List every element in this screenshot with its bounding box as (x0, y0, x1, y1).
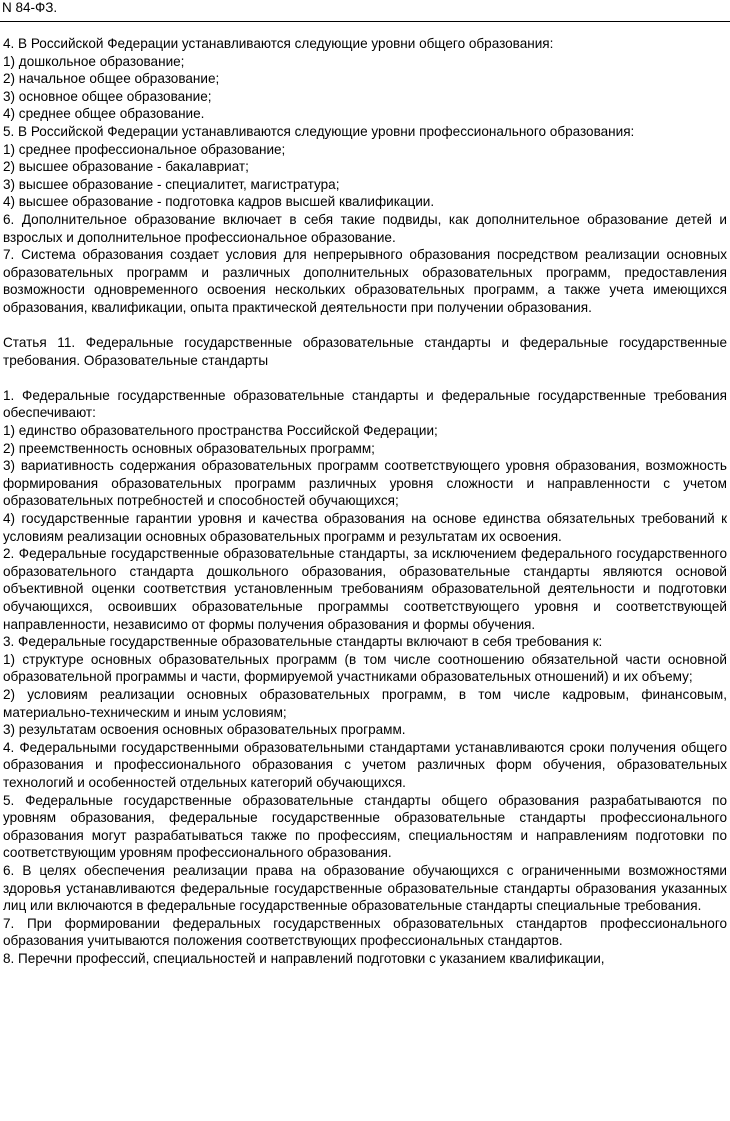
list-item: 2) начальное общее образование; (3, 71, 220, 87)
list-item: 4) высшее образование - подготовка кадров высшей квалификации. (3, 194, 435, 210)
paragraph: 4. В Российской Федерации устанавливаются следующие уровни общего образования: (3, 36, 554, 51)
list-item: 2) условиям реализации основных образовательных программ, в том числе кадровым, финансовым, материально-техническим и иным условиям; (3, 686, 727, 720)
list-item: 1) структуре основных образовательных программ (в том числе соотношению обязательной части основной образовательной программы и части, формируемой участниками образовательных отношений) и их объему; (3, 651, 727, 685)
paragraph: 4. Федеральными государственными образовательными стандартами устанавливаются сроки получения общего образования и профессионального образования с учетом различных форм обучения, образовательных технологий и особенностей отдельных категорий обучающихся. (3, 739, 727, 790)
spacer (3, 369, 727, 387)
paragraph: 1. Федеральные государственные образовательные стандарты и федеральные государственные требования обеспечивают: (3, 387, 727, 421)
list-item: 3) основное общее образование; (3, 88, 212, 104)
list-item: 3) результатам освоения основных образовательных программ. (3, 722, 406, 738)
list-item: 4) государственные гарантии уровня и качества образования на основе единства обязательных требований к условиям реализации основных образовательных программ и результатам их освоения. (3, 511, 727, 544)
list-item: 1) среднее профессиональное образование; (3, 141, 286, 157)
list-item: 4) среднее общее образование. (3, 106, 205, 122)
paragraph: 5. В Российской Федерации устанавливаются следующие уровни профессионального образования: (3, 123, 635, 139)
list-item: 2) преемственность основных образовательных программ; (3, 440, 375, 456)
paragraph: 7. При формировании федеральных государственных образовательных стандартов профессионального образования учитываются положения соответствующих профессиональных стандартов. (3, 915, 727, 949)
list-item: 1) дошкольное образование; (3, 53, 185, 69)
paragraph: 3. Федеральные государственные образовательные стандарты включают в себя требования к: (3, 634, 603, 650)
header-divider (0, 21, 730, 22)
list-item: 3) высшее образование - специалитет, магистратура; (3, 176, 340, 192)
paragraph: 8. Перечни профессий, специальностей и направлений подготовки с указанием квалификации, (3, 950, 605, 966)
paragraph: 6. Дополнительное образование включает в себя такие подвиды, как дополнительное образование детей и взрослых и дополнительное профессиональное образование. (3, 211, 727, 245)
list-item: 1) единство образовательного пространства Российской Федерации; (3, 423, 438, 439)
paragraph: 6. В целях обеспечения реализации права на образование обучающихся с ограниченными возможностями здоровья устанавливаются федеральные государственные образовательные стандарты образования указанных лиц или включаются в федеральные государственные образовательные стандарты специальные требования. (3, 862, 727, 914)
list-item: 3) вариативность содержания образовательных программ соответствующего уровня образования, возможность формирования образовательных программ различных уровня сложности и направленности с учетом образовательных потребностей и способностей обучающихся; (3, 458, 727, 509)
paragraph: 5. Федеральные государственные образовательные стандарты общего образования разрабатываются по уровням образования, федеральные государственные образовательные стандарты профессионального образования могут разрабатываться также по профессиям, специальностям и направлениям подготовки по соответствующим уровням профессионального образования. (3, 792, 727, 861)
article-heading: Статья 11. Федеральные государственные образовательные стандарты и федеральные государственные требования. Образовательные стандарты (3, 335, 727, 368)
list-item: 2) высшее образование - бакалавриат; (3, 159, 249, 175)
document-header-reference: N 84-ФЗ. (2, 0, 58, 15)
document-body (3, 35, 727, 967)
paragraph: 7. Система образования создает условия для непрерывного образования посредством реализации основных образовательных программ и различных дополнительных образовательных программ, предоставления возможности одновременного освоения нескольких образовательных программ, а также учета имеющихся образования, квалификации, опыта практической деятельности при получении образования. (3, 247, 727, 315)
paragraph: 2. Федеральные государственные образовательные стандарты, за исключением федерального государственного образовательного стандарта дошкольного образования, образовательные стандарты являются основой объективной оценки соответствия установленным требованиям образовательной деятельности и подготовки обучающихся, освоивших образовательные программы соответствующего уровня и соответствующей направленности, независимо от формы получения образования и формы обучения. (3, 546, 727, 632)
spacer (3, 317, 727, 335)
